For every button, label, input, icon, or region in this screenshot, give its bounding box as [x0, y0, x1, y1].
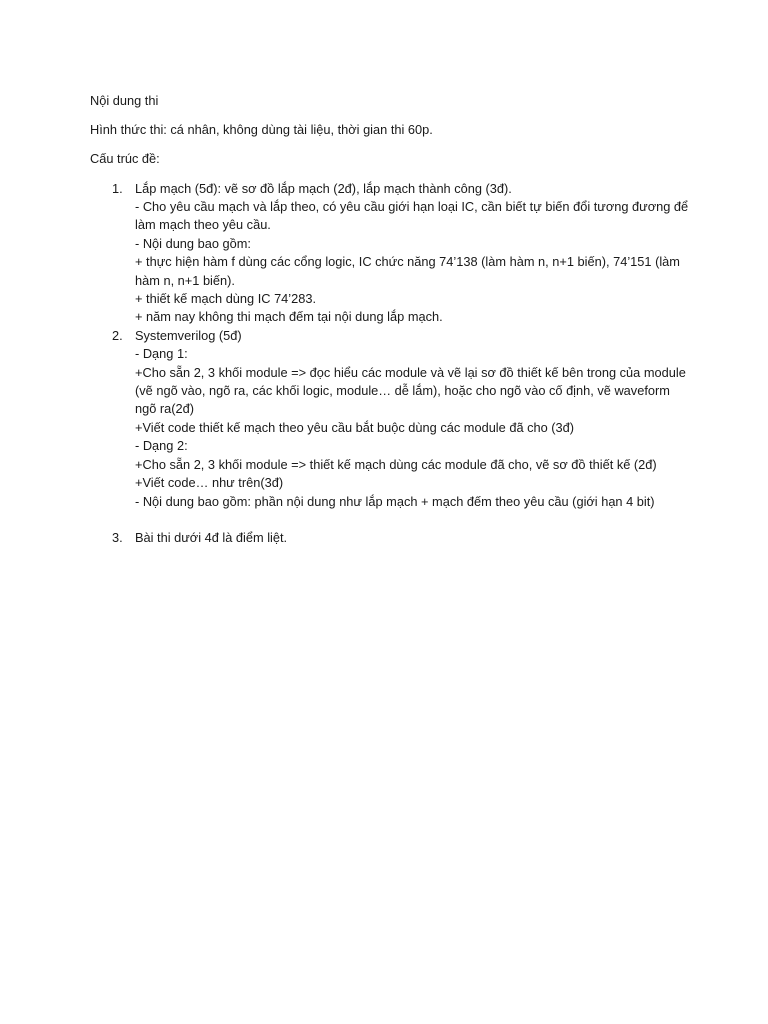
list-line: +Viết code… như trên(3đ): [135, 475, 284, 491]
list-line: Lắp mạch (5đ): vẽ sơ đồ lắp mạch (2đ), lắp mạch thành công (3đ).: [135, 180, 512, 196]
list-line: - Dạng 2:: [135, 438, 188, 454]
list-line: + thiết kế mạch dùng IC 74’283.: [135, 291, 317, 307]
list-line: + năm nay không thi mạch đếm tại nội dung lắp mạch.: [135, 309, 443, 325]
list-spacer: [90, 511, 690, 529]
list-number: 3.: [112, 530, 123, 546]
list-item-1: [90, 180, 690, 327]
list-line: - Cho yêu cầu mạch và lắp theo, có yêu cầu giới hạn loại IC, cần biết tự biến đổi tương đương để làm mạch theo yêu cầu.: [135, 199, 689, 233]
exam-structure-list: [90, 180, 690, 548]
exam-format-line: Hình thức thi: cá nhân, không dùng tài liệu, thời gian thi 60p.: [90, 122, 433, 138]
list-line: Systemverilog (5đ): [135, 327, 242, 343]
list-line: - Nội dung bao gồm: phần nội dung như lắp mạch + mạch đếm theo yêu cầu (giới hạn 4 bit): [135, 493, 655, 509]
list-line: +Viết code thiết kế mạch theo yêu cầu bắt buộc dùng các module đã cho (3đ): [135, 419, 575, 435]
list-line: +Cho sẵn 2, 3 khối module => đọc hiểu các module và vẽ lại sơ đồ thiết kế bên trong của module (vẽ ngõ vào, ngõ ra, các khối logic, module… dễ lắm), hoặc cho ngõ vào cố định, vẽ waveform ngõ ra(2đ): [135, 364, 686, 417]
list-number: 1.: [112, 180, 123, 196]
document-page: [90, 92, 690, 548]
document-title: Nội dung thi: [90, 93, 159, 108]
list-line: - Nội dung bao gồm:: [135, 235, 251, 251]
list-line: +Cho sẵn 2, 3 khối module => thiết kế mạch dùng các module đã cho, vẽ sơ đồ thiết kế (2đ): [135, 456, 657, 472]
list-item-2: [90, 327, 690, 511]
list-line: - Dạng 1:: [135, 346, 188, 362]
list-number: 2.: [112, 327, 123, 343]
list-line: Bài thi dưới 4đ là điểm liệt.: [135, 530, 288, 546]
structure-label: Cấu trúc đề:: [90, 151, 160, 167]
list-item-3: [90, 529, 690, 547]
list-line: + thực hiện hàm f dùng các cổng logic, IC chức năng 74’138 (làm hàm n, n+1 biến), 74’151 (làm hàm n, n+1 biến).: [135, 254, 680, 288]
